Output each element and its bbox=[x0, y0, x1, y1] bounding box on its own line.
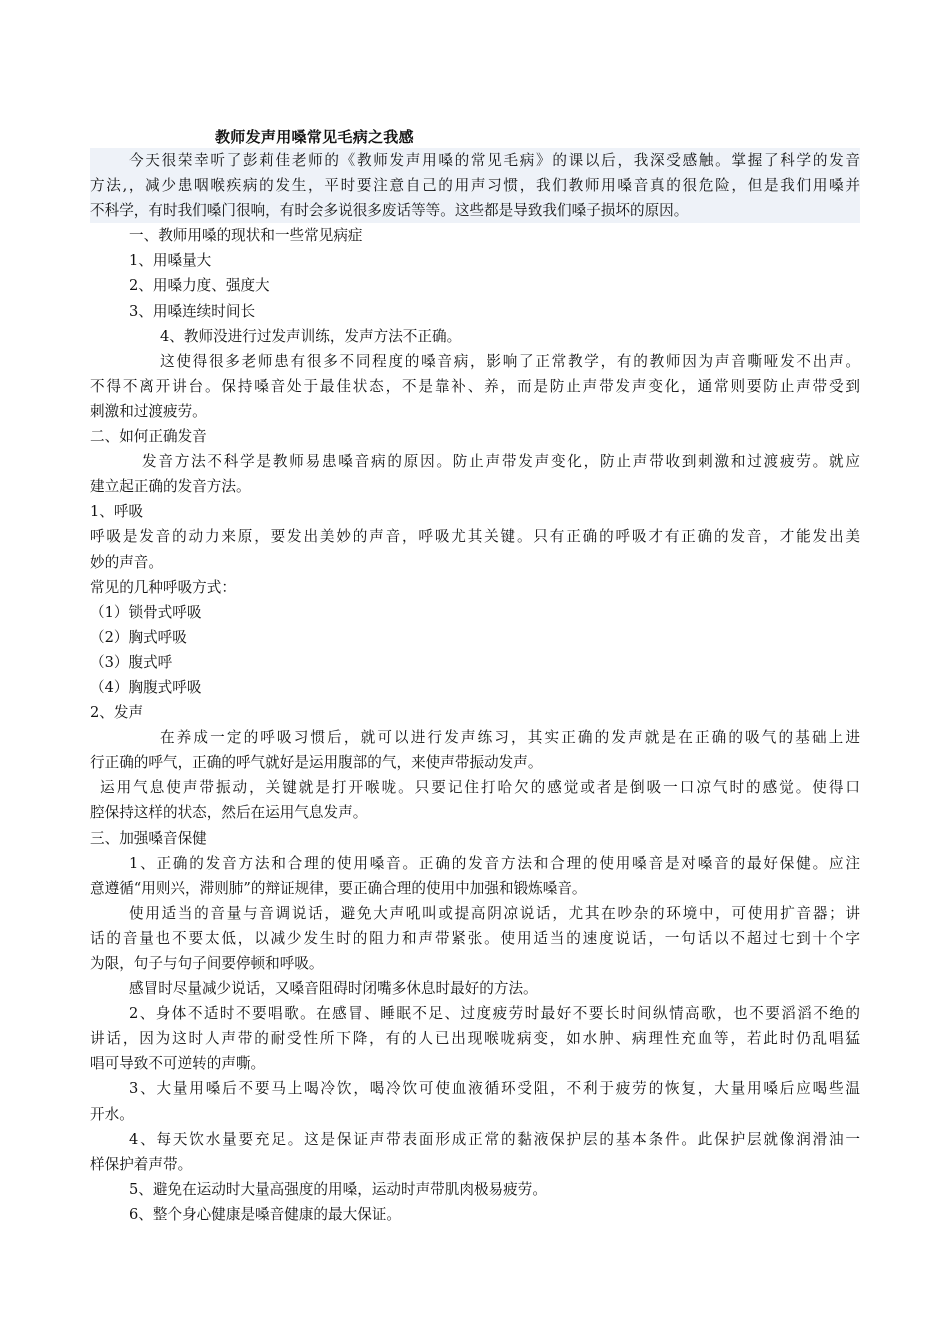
text-line: 在养成一定的呼吸习惯后，就可以进行发声练习，其实正确的发声就是在正确的吸气的基础上进 bbox=[160, 729, 860, 747]
text-line: 一、教师用嗓的现状和一些常见病症 bbox=[129, 227, 363, 245]
text-line: 为限，句子与句子间要停顿和呼吸。 bbox=[90, 955, 324, 972]
text-line: 呼吸是发音的动力来原，要发出美妙的声音，呼吸尤其关键。只有正确的呼吸才有正确的发音，才能发出美 bbox=[90, 528, 860, 546]
text-line: 运用气息使声带振动，关键就是打开喉咙。只要记住打哈欠的感觉或者是倒吸一口凉气时的感觉。使得口 bbox=[100, 779, 860, 797]
text-line: 意遵循“用则兴，滞则肺”的辩证规律，要正确合理的使用中加强和锻炼嗓音。 bbox=[90, 879, 587, 897]
text-line: 三、加强嗓音保健 bbox=[90, 829, 207, 847]
text-line: 开水。 bbox=[90, 1105, 134, 1123]
text-line: 腔保持这样的状态，然后在运用气息发声。 bbox=[90, 804, 368, 822]
text-line: 常见的几种呼吸方式： bbox=[90, 578, 236, 596]
text-line: 1、用嗓量大 bbox=[129, 252, 212, 270]
text-line: 6、整个身心健康是嗓音健康的最大保证。 bbox=[129, 1205, 401, 1223]
text-line: 2、用嗓力度、强度大 bbox=[129, 277, 270, 295]
text-line: 今天很荣幸听了彭莉佳老师的《教师发声用嗓的常见毛病》的课以后，我深受感触。掌握了科学的发音 bbox=[90, 148, 860, 173]
text-line: 样保护着声带。 bbox=[90, 1155, 193, 1173]
text-line: 2、身体不适时不要唱歌。在感冒、睡眠不足、过度疲劳时最好不要长时间纵情高歌，也不要滔滔不绝的 bbox=[129, 1005, 860, 1023]
text-line: 3、用嗓连续时间长 bbox=[129, 302, 256, 320]
text-line: 使用适当的音量与音调说话，避免大声吼叫或提高阴凉说话，尤其在吵杂的环境中，可使用扩音器；讲 bbox=[129, 904, 860, 922]
text-line: 建立起正确的发音方法。 bbox=[90, 478, 251, 496]
text-line: （3）腹式呼 bbox=[90, 653, 173, 671]
text-line: 发音方法不科学是教师易患嗓音病的原因。防止声带发声变化，防止声带收到刺激和过渡疲劳。就应 bbox=[142, 453, 860, 471]
text-line: 1、呼吸 bbox=[90, 503, 144, 521]
document-title: 教师发声用嗓常见毛病之我感 bbox=[215, 128, 414, 146]
text-line: 刺激和过渡疲劳。 bbox=[90, 402, 207, 420]
document-body bbox=[90, 148, 860, 1227]
text-line: 讲话，因为这时人声带的耐受性所下降，有的人已出现喉咙病变，如水肿、病理性充血等，若此时仍乱唱猛 bbox=[90, 1030, 860, 1048]
text-line: 这使得很多老师患有很多不同程度的嗓音病，影响了正常教学，有的教师因为声音嘶哑发不出声。 bbox=[160, 352, 860, 370]
text-line: 5、避免在运动时大量高强度的用嗓，运动时声带肌肉极易疲劳。 bbox=[129, 1180, 547, 1198]
text-line: 2、发声 bbox=[90, 704, 144, 722]
text-line: 二、如何正确发音 bbox=[90, 428, 207, 446]
text-line: （1）锁骨式呼吸 bbox=[90, 603, 202, 621]
text-line: 话的音量也不要太低，以减少发生时的阻力和声带紧张。使用适当的速度说话，一句话以不超过七到十个字 bbox=[90, 929, 860, 947]
text-line: 4、每天饮水量要充足。这是保证声带表面形成正常的黏液保护层的基本条件。此保护层就像润滑油一 bbox=[129, 1130, 860, 1148]
text-line: 不得不离开讲台。保持嗓音处于最佳状态，不是靠补、养，而是防止声带发声变化，通常则要防止声带受到 bbox=[90, 377, 860, 395]
text-line: 3、大量用嗓后不要马上喝冷饮，喝冷饮可使血液循环受阻，不利于疲劳的恢复，大量用嗓后应喝些温 bbox=[129, 1080, 860, 1098]
text-line: 4、教师没进行过发声训练，发声方法不正确。 bbox=[160, 327, 462, 345]
text-line: 唱可导致不可逆转的声嘶。 bbox=[90, 1055, 266, 1073]
text-line: 感冒时尽量减少说话，又嗓音阻碍时闭嘴多休息时最好的方法。 bbox=[129, 980, 538, 998]
text-line: 方法,，减少患咽喉疾病的发生，平时要注意自己的用声习惯，我们教师用嗓音真的很危险，但是我们用嗓并 bbox=[90, 173, 860, 198]
text-line: （4）胸腹式呼吸 bbox=[90, 678, 202, 696]
text-line: （2）胸式呼吸 bbox=[90, 628, 187, 646]
text-line: 妙的声音。 bbox=[90, 553, 163, 571]
text-line: 1、正确的发音方法和合理的使用嗓音。正确的发音方法和合理的使用嗓音是对嗓音的最好保健。应注 bbox=[129, 854, 860, 872]
text-line: 不科学，有时我们嗓门很响，有时会多说很多废话等等。这些都是导致我们嗓子损坏的原因。 bbox=[90, 198, 860, 223]
text-line: 行正确的呼气，正确的呼气就好是运用腹部的气，来使声带振动发声。 bbox=[90, 754, 543, 772]
